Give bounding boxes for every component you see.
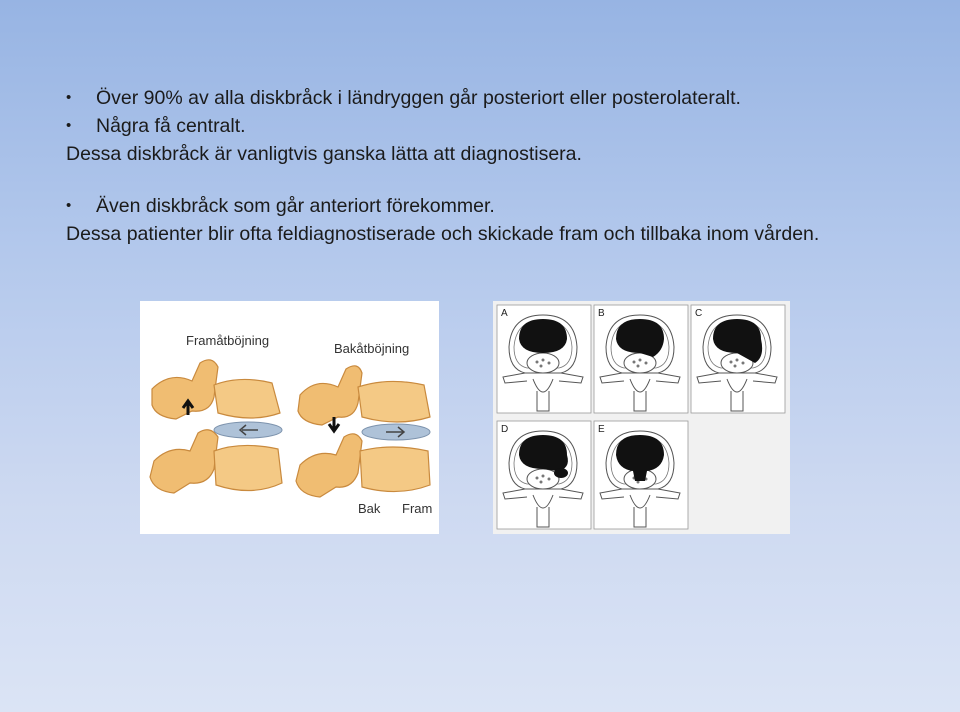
- panel-a-label: A: [501, 308, 508, 319]
- panel-b-label: B: [598, 308, 605, 319]
- flexion-vertebrae: [150, 360, 282, 493]
- paragraph-diagnosis: Dessa diskbråck är vanligtvis ganska lätta att diagnostisera.: [66, 143, 582, 165]
- bullet-posterior: [66, 84, 926, 112]
- bullet-posterior-text: Över 90% av alla diskbråck i ländryggen går posteriort eller posterolateralt.: [96, 87, 741, 109]
- bullet-dot: •: [66, 117, 72, 134]
- label-extension: Bakåtböjning: [334, 341, 410, 356]
- panel-b: [594, 305, 688, 413]
- panel-e: [594, 421, 688, 529]
- bullet-central: [66, 112, 926, 140]
- spine-bending-figure: [140, 301, 439, 534]
- panel-d: [497, 421, 591, 529]
- bullet-anterior-text: Även diskbråck som går anteriort förekommer.: [96, 195, 495, 217]
- panel-e-label: E: [598, 424, 605, 435]
- herniation-types-figure: [493, 301, 790, 534]
- label-back: Bak: [358, 501, 381, 516]
- bullet-dot: •: [66, 89, 72, 106]
- panel-c-label: C: [695, 308, 703, 319]
- slide-text: [66, 84, 926, 248]
- panel-d-label: D: [501, 424, 509, 435]
- paragraph-misdiagnosis: Dessa patienter blir ofta feldiagnostiserade och skickade fram och tillbaka inom vården.: [66, 223, 820, 245]
- bullet-central-text: Några få centralt.: [96, 115, 246, 137]
- panel-a: [497, 305, 591, 413]
- herniation-types-illustration: [493, 301, 790, 534]
- label-flexion: Framåtböjning: [186, 333, 270, 348]
- bullet-anterior: [66, 192, 926, 220]
- bullet-dot: •: [66, 197, 72, 214]
- spine-bending-illustration: [140, 301, 439, 534]
- label-front: Fram: [402, 501, 433, 516]
- panel-c: [691, 305, 785, 413]
- extension-vertebrae: [296, 366, 430, 497]
- spacer: [66, 168, 926, 192]
